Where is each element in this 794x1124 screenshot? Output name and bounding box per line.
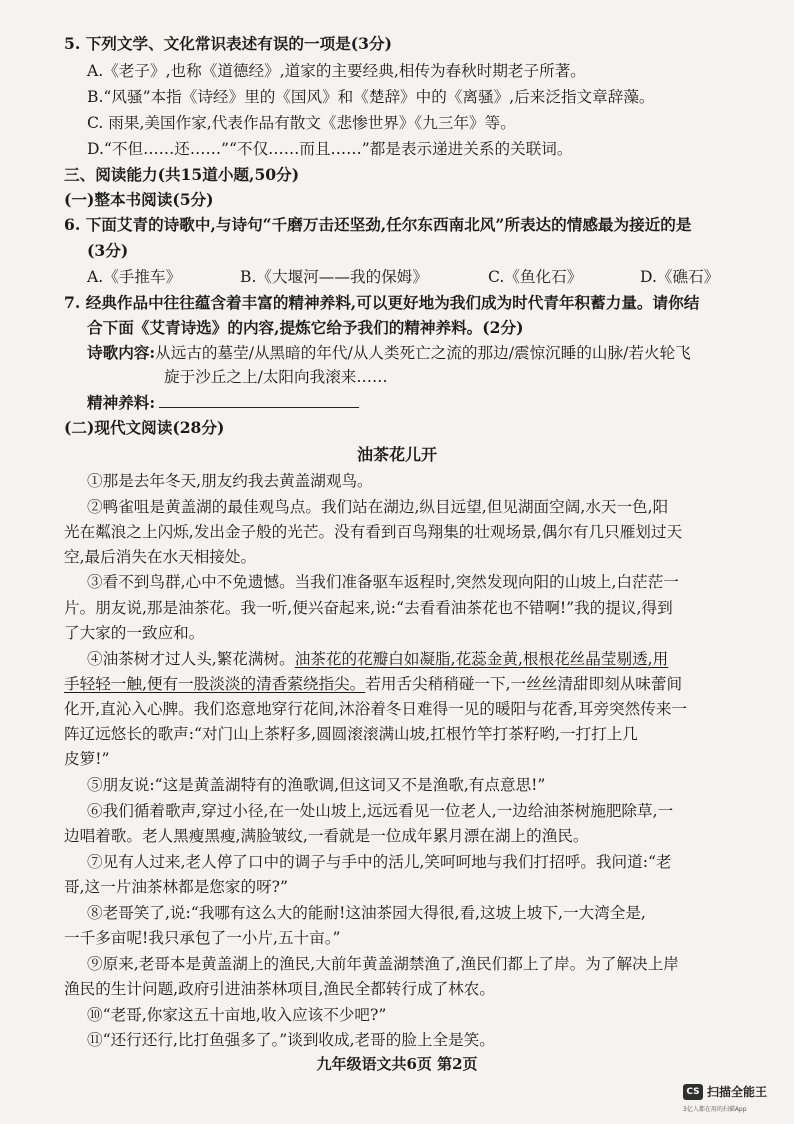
answer-label: 精神养料: <box>87 393 156 412</box>
para-3-line-2: 片。朋友说,那是油茶花。我一听,便兴奋起来,说:“去看看油茶花也不错啊!”我的提议,得到 <box>64 599 673 617</box>
q7-answer-line <box>87 392 359 414</box>
para-7-line-2: 哥,这一片油茶林都是您家的呀?” <box>64 878 289 896</box>
para-11: ⑪“还行还行,比打鱼强多了。”谈到收成,老哥的脸上全是笑。 <box>87 1031 495 1049</box>
para-4-line-3: 化开,直沁入心脾。我们恣意地穿行花间,沐浴着冬日难得一见的暖阳与花香,耳旁突然传来一 <box>64 700 688 718</box>
para-3-line-1: ③看不到鸟群,心中不免遗憾。当我们准备驱车返程时,突然发现向阳的山坡上,白茫茫一 <box>87 573 679 591</box>
para-2-line-1: ②鸭雀咀是黄盖湖的最佳观鸟点。我们站在湖边,纵目远望,但见湖面空阔,水天一色,阳 <box>87 498 669 516</box>
poem-label: 诗歌内容: <box>87 343 156 362</box>
para-4-plain-2: 若用舌尖稍稍碰一下,一丝丝清甜即刻从味蕾间 <box>365 675 683 693</box>
para-2-line-3: 空,最后消失在水天相接处。 <box>64 548 257 566</box>
page-footer: 九年级语文共6页 第2页 <box>316 1055 478 1073</box>
q6-option-c: C.《鱼化石》 <box>488 268 583 286</box>
q7-stem-1: 7. 经典作品中往往蕴含着丰富的精神养料,可以更好地为我们成为时代青年积蓄力量。请你结 <box>64 293 700 312</box>
para-10: ⑩“老哥,你家这五十亩地,收入应该不少吧?” <box>87 1006 387 1024</box>
section3-part1: (一)整本书阅读(5分) <box>64 190 214 209</box>
q7-poem-line-2: 旋于沙丘之上/太阳向我滚来…… <box>164 368 388 386</box>
part2-title: (二)现代文阅读(28分) <box>64 418 225 437</box>
q5-stem: 5. 下列文学、文化常识表述有误的一项是(3分) <box>64 34 393 53</box>
para-4-underlined-1: 油茶花的花瓣白如凝脂,花蕊金黄,根根花丝晶莹剔透,用 <box>294 650 669 668</box>
section3-title: 三、阅读能力(共15道小题,50分) <box>64 165 300 184</box>
answer-blank[interactable] <box>159 393 359 408</box>
poem-text-1: 从远古的墓茔/从黑暗的年代/从人类死亡之流的那边/震惊沉睡的山脉/若火轮飞 <box>155 344 691 362</box>
para-4-line-4: 阵辽远悠长的歌声:“对门山上茶籽多,圆圆滚滚满山坡,扛根竹竿打茶籽哟,一打打上几 <box>64 725 638 743</box>
para-4-plain-1: ④油茶树才过人头,繁花满树。 <box>87 650 295 668</box>
q5-option-b: B.“风骚”本指《诗经》里的《国风》和《楚辞》中的《离骚》,后来泛指文章辞藻。 <box>87 88 655 106</box>
article-title: 油茶花儿开 <box>356 445 437 464</box>
para-9-line-2: 渔民的生计问题,政府引进油茶林项目,渔民全都转行成了林农。 <box>64 980 495 998</box>
para-7-line-1: ⑦见有人过来,老人停了口中的调子与手中的活儿,笑呵呵地与我们打招呼。我问道:“老 <box>87 853 672 871</box>
para-3-line-3: 了大家的一致应和。 <box>64 624 205 642</box>
para-1: ①那是去年冬天,朋友约我去黄盖湖观鸟。 <box>87 472 373 490</box>
q5-option-c: C. 雨果,美国作家,代表作品有散文《悲惨世界》《九三年》等。 <box>87 114 516 132</box>
q7-poem-line-1 <box>87 342 691 364</box>
para-6-line-1: ⑥我们循着歌声,穿过小径,在一处山坡上,远远看见一位老人,一边给油茶树施肥除草,一 <box>87 802 674 820</box>
para-4-line-2 <box>64 673 682 695</box>
para-9-line-1: ⑨原来,老哥本是黄盖湖上的渔民,大前年黄盖湖禁渔了,渔民们都上了岸。为了解决上岸 <box>87 955 679 973</box>
para-4-underlined-2: 手轻轻一触,便有一股淡淡的清香萦绕指尖。 <box>64 675 366 693</box>
para-4-line-1 <box>87 648 668 670</box>
q6-stem-1: 6. 下面艾青的诗歌中,与诗句“千磨万击还坚劲,任尔东西南北风”所表达的情感最为接近的是 <box>64 215 692 234</box>
q5-option-a: A.《老子》,也称《道德经》,道家的主要经典,相传为春秋时期老子所著。 <box>87 62 586 80</box>
watermark-subtitle: 3亿人都在用的扫描App <box>683 1106 747 1113</box>
para-6-line-2: 边唱着歌。老人黑瘦黑瘦,满脸皱纹,一看就是一位成年累月漂在湖上的渔民。 <box>64 827 589 845</box>
q7-stem-2: 合下面《艾青诗选》的内容,提炼它给予我们的精神养料。(2分) <box>87 318 524 337</box>
para-5: ⑤朋友说:“这是黄盖湖特有的渔歌调,但这词又不是渔歌,有点意思!” <box>87 776 546 794</box>
para-8-line-1: ⑧老哥笑了,说:“我哪有这么大的能耐!这油茶园大得很,看,这坡上坡下,一大湾全是, <box>87 904 646 922</box>
camscanner-logo-icon: CS <box>683 1084 703 1100</box>
para-8-line-2: 一千多亩呢!我只承包了一小片,五十亩。” <box>64 929 341 947</box>
para-2-line-2: 光在粼浪之上闪烁,发出金子般的光芒。没有看到百鸟翔集的壮观场景,偶尔有几只雁划过天 <box>64 523 683 541</box>
q5-option-d: D.“不但……还……”“不仅……而且……”都是表示递进关系的关联词。 <box>87 140 573 158</box>
watermark-name: 扫描全能王 <box>707 1085 768 1099</box>
q6-option-d: D.《礁石》 <box>640 268 720 286</box>
q6-option-b: B.《大堰河——我的保姆》 <box>240 268 428 286</box>
para-4-line-5: 皮箩!” <box>64 750 110 768</box>
q6-stem-2: (3分) <box>87 241 129 260</box>
q6-option-a: A.《手推车》 <box>87 268 182 286</box>
